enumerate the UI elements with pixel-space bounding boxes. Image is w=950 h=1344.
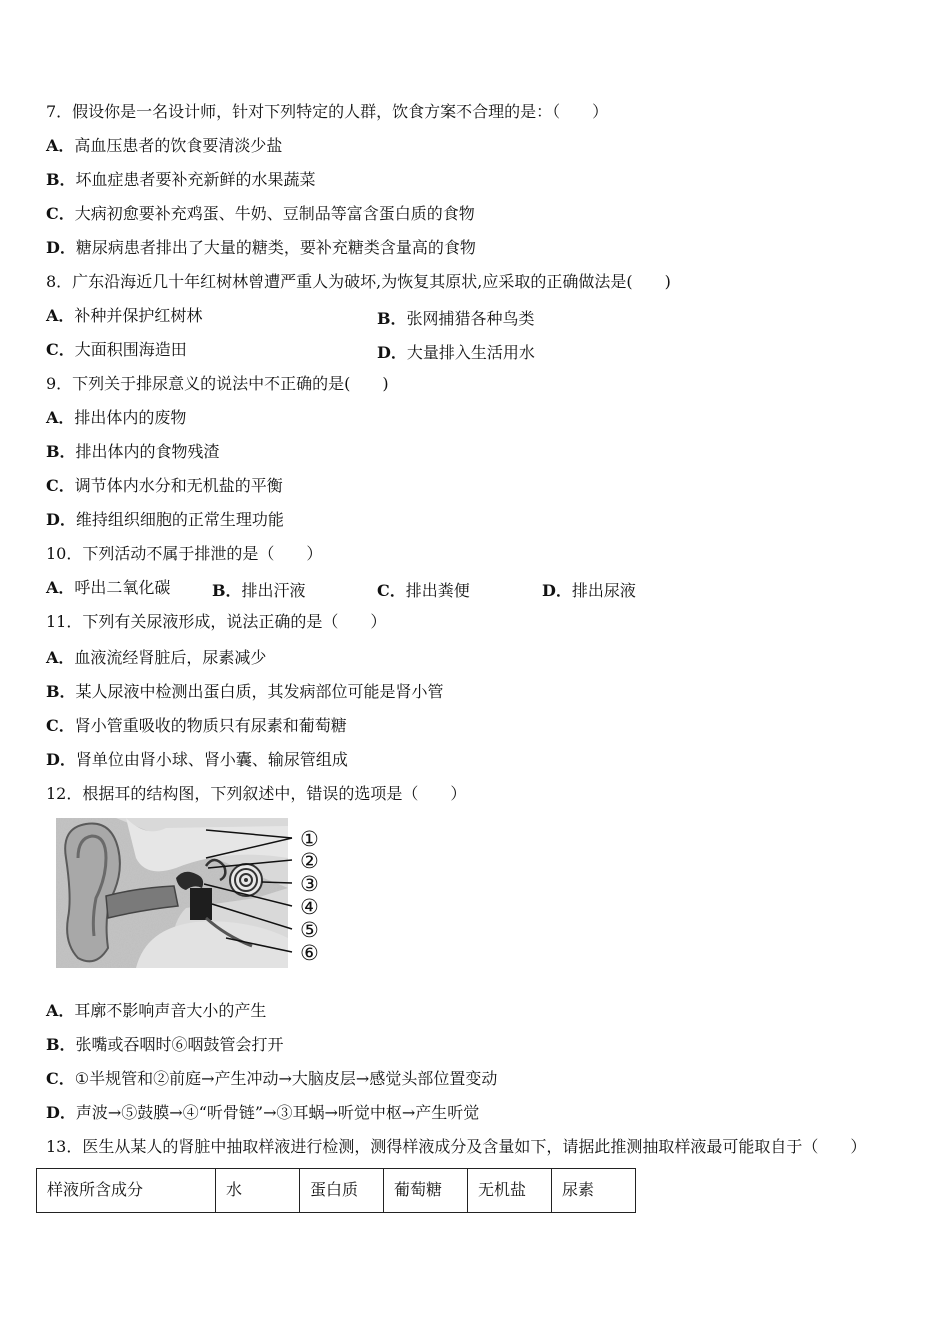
q11-option-c xyxy=(46,716,347,736)
option-label: A． xyxy=(46,136,75,155)
option-label: A． xyxy=(46,1001,75,1020)
option-text: 耳廓不影响声音大小的产生 xyxy=(74,1001,267,1020)
option-label: B． xyxy=(377,309,407,328)
q12-option-c xyxy=(46,1069,497,1089)
option-text: 肾单位由肾小球、肾小囊、输尿管组成 xyxy=(75,750,348,769)
q7-option-d xyxy=(46,238,476,258)
q11-option-a xyxy=(46,648,266,668)
q8-option-a xyxy=(46,306,202,326)
ear-diagram xyxy=(56,818,340,970)
q12-option-b xyxy=(46,1035,284,1055)
option-text: 张嘴或吞咽时⑥咽鼓管会打开 xyxy=(75,1035,284,1054)
q12-option-a xyxy=(46,1001,266,1021)
q7-option-a xyxy=(46,136,282,156)
q13-stem: 13．医生从某人的肾脏中抽取样液进行检测，测得样液成分及含量如下，请据此推测抽取样液最可能取自于（ ） xyxy=(46,1137,867,1156)
q9-option-c xyxy=(46,476,283,496)
q12-stem: 12．根据耳的结构图，下列叙述中，错误的选项是（ ） xyxy=(46,784,467,803)
option-text: 血液流经肾脏后，尿素减少 xyxy=(74,648,267,667)
option-text: 调节体内水分和无机盐的平衡 xyxy=(74,476,283,495)
option-text: 排出粪便 xyxy=(405,581,470,600)
option-text: 声波→⑤鼓膜→④“听骨链”→③耳蜗→听觉中枢→产生听觉 xyxy=(75,1103,480,1122)
q11-option-d xyxy=(46,750,348,770)
sample-composition-table xyxy=(36,1168,636,1213)
option-label: D． xyxy=(542,581,572,600)
q12-option-d xyxy=(46,1103,479,1123)
option-label: D． xyxy=(46,1103,76,1122)
label-6: ⑥ xyxy=(300,941,319,965)
q8-stem: 8．广东沿海近几十年红树林曾遭严重人为破坏,为恢复其原状,应采取的正确做法是( ) xyxy=(46,272,671,291)
option-text: 张网捕猎各种鸟类 xyxy=(406,309,535,328)
label-5: ⑤ xyxy=(300,918,319,942)
middle-ear-shape xyxy=(190,888,212,920)
q7-stem: 7．假设你是一名设计师，针对下列特定的人群，饮食方案不合理的是：（ ） xyxy=(46,102,609,121)
q7-option-c xyxy=(46,204,475,224)
q7-option-b xyxy=(46,170,316,190)
q9-option-a xyxy=(46,408,186,428)
option-text: 排出体内的废物 xyxy=(74,408,187,427)
q9-stem: 9．下列关于排尿意义的说法中不正确的是( ) xyxy=(46,374,389,393)
table-header-cell: 样液所含成分 xyxy=(37,1169,216,1213)
q10-option-c xyxy=(377,578,470,601)
option-label: A． xyxy=(46,306,75,325)
option-label: D． xyxy=(377,343,407,362)
figure-labels xyxy=(300,827,319,965)
option-text: ①半规管和②前庭→产生冲动→大脑皮层→感觉头部位置变动 xyxy=(74,1069,498,1088)
option-text: 排出体内的食物残渣 xyxy=(75,442,220,461)
option-label: D． xyxy=(46,238,76,257)
option-label: B． xyxy=(46,170,76,189)
q9-option-b xyxy=(46,442,220,462)
option-label: C． xyxy=(46,204,75,223)
option-label: C． xyxy=(46,340,75,359)
table-row xyxy=(37,1169,636,1213)
option-text: 坏血症患者要补充新鲜的水果蔬菜 xyxy=(75,170,316,189)
q8-option-b xyxy=(377,306,535,329)
q11-option-b xyxy=(46,682,444,702)
label-2: ② xyxy=(300,849,319,873)
q10-stem: 10．下列活动不属于排泄的是（ ） xyxy=(46,544,323,563)
option-label: C． xyxy=(46,1069,75,1088)
table-header-cell: 无机盐 xyxy=(468,1169,552,1213)
option-text: 某人尿液中检测出蛋白质，其发病部位可能是肾小管 xyxy=(75,682,444,701)
option-text: 大面积围海造田 xyxy=(74,340,187,359)
table-header-cell: 蛋白质 xyxy=(300,1169,384,1213)
option-label: B． xyxy=(46,682,76,701)
option-label: B． xyxy=(212,581,242,600)
table-header-cell: 水 xyxy=(216,1169,300,1213)
option-text: 糖尿病患者排出了大量的糖类，要补充糖类含量高的食物 xyxy=(75,238,476,257)
option-label: C． xyxy=(46,476,75,495)
q10-option-d xyxy=(542,578,636,601)
option-text: 维持组织细胞的正常生理功能 xyxy=(75,510,284,529)
label-4: ④ xyxy=(300,895,319,919)
option-text: 呼出二氧化碳 xyxy=(74,578,171,597)
option-text: 补种并保护红树林 xyxy=(74,306,203,325)
option-text: 排出汗液 xyxy=(241,581,306,600)
option-text: 肾小管重吸收的物质只有尿素和葡萄糖 xyxy=(74,716,347,735)
option-text: 高血压患者的饮食要清淡少盐 xyxy=(74,136,283,155)
option-label: C． xyxy=(377,581,406,600)
option-label: B． xyxy=(46,442,76,461)
option-label: A． xyxy=(46,408,75,427)
q8-option-d xyxy=(377,340,535,363)
option-text: 排出尿液 xyxy=(571,581,636,600)
table-header-cell: 葡萄糖 xyxy=(384,1169,468,1213)
option-text: 大量排入生活用水 xyxy=(406,343,535,362)
option-label: C． xyxy=(46,716,75,735)
q9-option-d xyxy=(46,510,284,530)
ear-structure-figure xyxy=(56,818,340,970)
table-header-cell: 尿素 xyxy=(552,1169,636,1213)
option-label: B． xyxy=(46,1035,76,1054)
option-label: D． xyxy=(46,510,76,529)
q11-stem: 11．下列有关尿液形成，说法正确的是（ ） xyxy=(46,612,387,631)
label-1: ① xyxy=(300,827,319,851)
option-label: A． xyxy=(46,578,75,597)
q10-option-a xyxy=(46,578,170,598)
option-label: D． xyxy=(46,750,76,769)
q10-option-b xyxy=(212,578,306,601)
q8-option-c xyxy=(46,340,187,360)
option-label: A． xyxy=(46,648,75,667)
label-3: ③ xyxy=(300,872,319,896)
option-text: 大病初愈要补充鸡蛋、牛奶、豆制品等富含蛋白质的食物 xyxy=(74,204,475,223)
